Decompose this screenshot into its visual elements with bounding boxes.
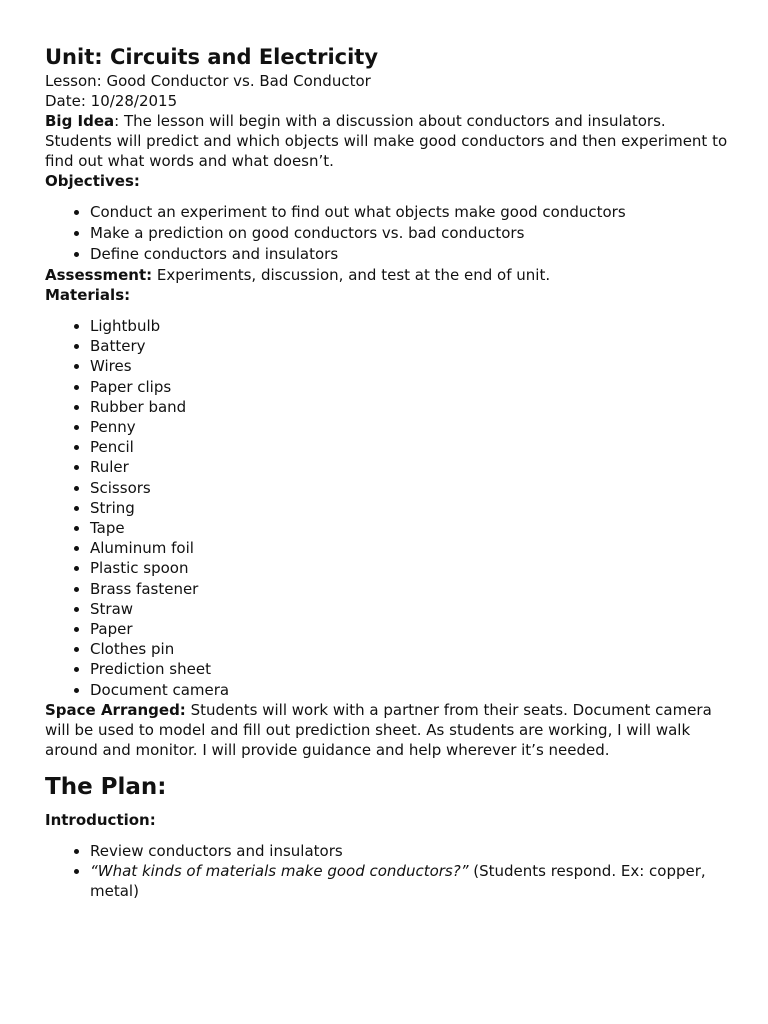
- materials-heading: Materials:: [45, 286, 131, 304]
- unit-title: Unit: Circuits and Electricity: [45, 45, 379, 69]
- space-arranged-label: Space Arranged:: [45, 700, 186, 719]
- list-item: • Battery: [90, 336, 728, 356]
- list-item: • Rubber band: [90, 397, 728, 417]
- list-item: • String: [90, 498, 728, 518]
- list-item: • Plastic spoon: [90, 558, 728, 578]
- question-response: (Students respond. Ex: copper, metal): [90, 862, 706, 901]
- list-item: • Document camera: [90, 680, 728, 700]
- list-item: • Pencil: [90, 437, 728, 457]
- list-item: • Conduct an experiment to find out what objects make good conductors: [90, 202, 728, 223]
- list-item: • Lightbulb: [90, 316, 728, 336]
- big-idea-text: : The lesson will begin with a discussion about conductors and insulators. Students will predict and which objects will make good conductors and then experiment to find out what words and what doesn’t.: [45, 112, 728, 170]
- list-item: • Review conductors and insulators: [90, 841, 728, 861]
- list-item: • Paper: [90, 619, 728, 639]
- big-idea-paragraph: [45, 111, 728, 171]
- lesson-line: Lesson: Good Conductor vs. Bad Conductor: [45, 72, 371, 90]
- list-item: • Penny: [90, 417, 728, 437]
- introduction-heading: Introduction:: [45, 810, 156, 829]
- list-item: [90, 861, 728, 901]
- list-item: • Ruler: [90, 457, 728, 477]
- list-item: • Aluminum foil: [90, 538, 728, 558]
- space-arranged-text: Students will work with a partner from their seats. Document camera will be used to model and fill out prediction sheet. As students are working, I will walk around and monitor. I will provide guidance and help wherever it’s needed.: [45, 700, 712, 759]
- assessment-text: Experiments, discussion, and test at the end of unit.: [152, 266, 551, 284]
- list-item: • Make a prediction on good conductors vs. bad conductors: [90, 223, 728, 244]
- list-item: • Scissors: [90, 478, 728, 498]
- list-item: • Define conductors and insulators: [90, 244, 728, 265]
- space-arranged-paragraph: [45, 700, 728, 760]
- list-item: • Straw: [90, 599, 728, 619]
- list-item: • Paper clips: [90, 377, 728, 397]
- list-item: • Brass fastener: [90, 579, 728, 599]
- question-quote: “What kinds of materials make good conductors?”: [90, 862, 469, 881]
- objectives-list: [45, 202, 728, 265]
- big-idea-label: Big Idea: [45, 112, 115, 130]
- list-item: • Clothes pin: [90, 639, 728, 659]
- list-item: • Tape: [90, 518, 728, 538]
- objectives-heading: Objectives:: [45, 172, 140, 190]
- introduction-list: [45, 841, 728, 902]
- plan-title: The Plan:: [45, 773, 167, 800]
- list-item: • Wires: [90, 356, 728, 376]
- assessment-label: Assessment:: [45, 266, 153, 284]
- date-line: Date: 10/28/2015: [45, 92, 178, 110]
- list-item: • Prediction sheet: [90, 659, 728, 679]
- materials-list: [45, 316, 728, 700]
- assessment-paragraph: [45, 265, 728, 285]
